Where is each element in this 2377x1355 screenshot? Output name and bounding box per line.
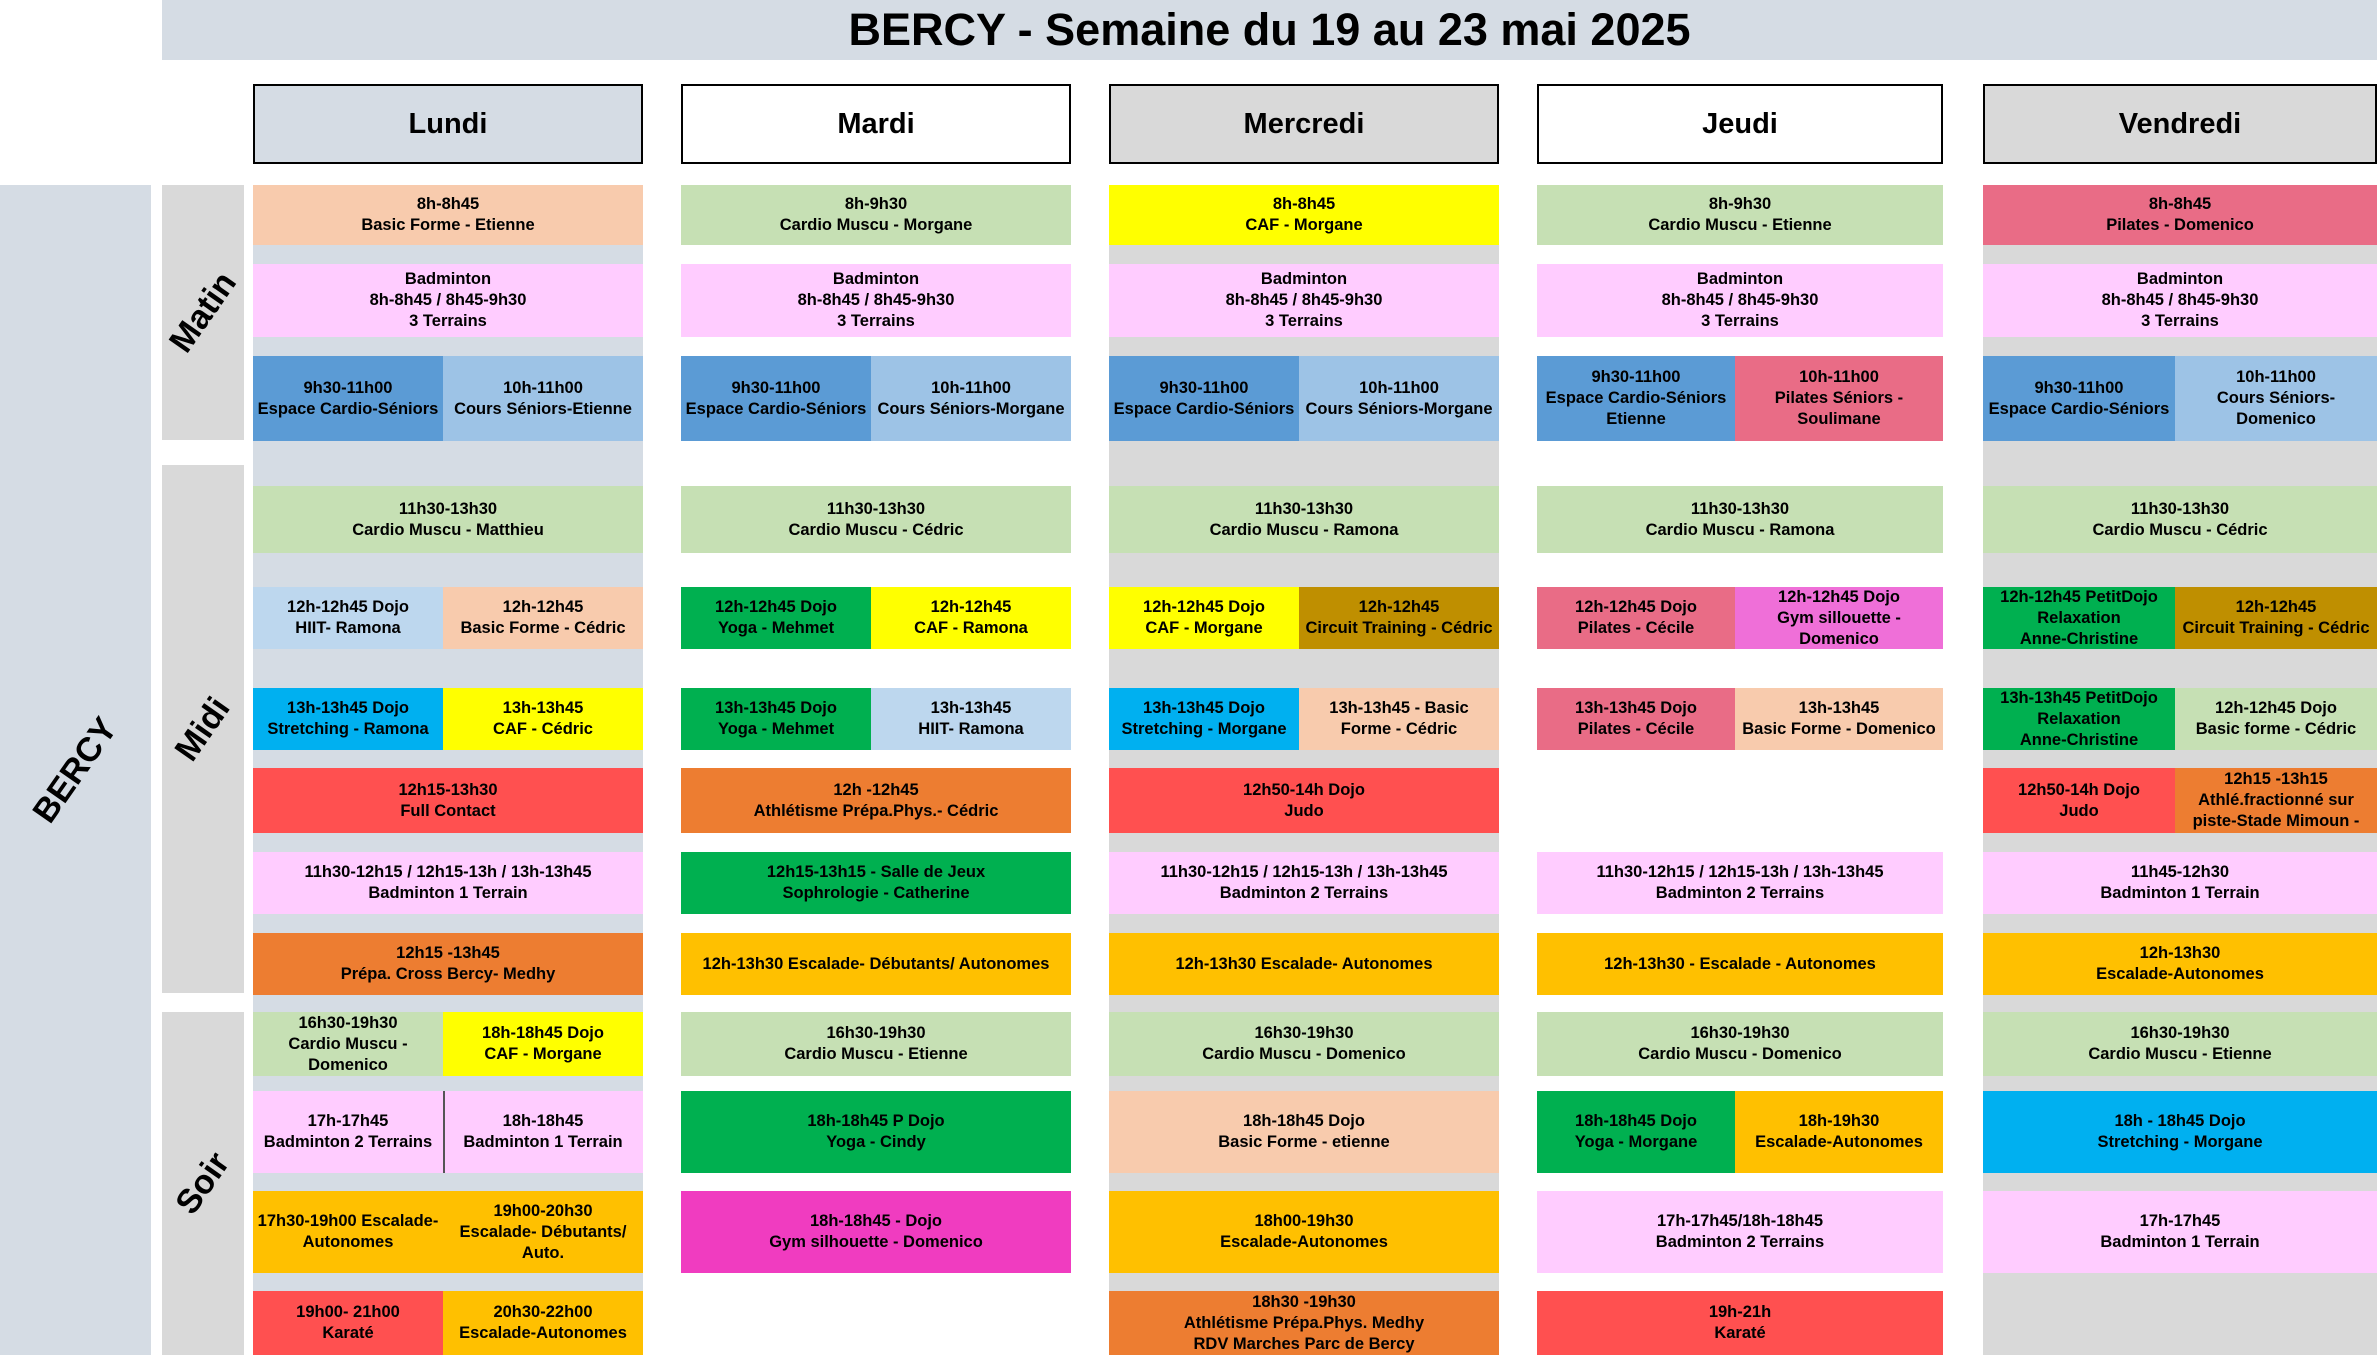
activity-block[interactable] <box>1983 1012 2377 1076</box>
activity-line: 13h-13h45 Dojo <box>1575 699 1697 717</box>
activity-line: Espace Cardio-Séniors <box>1988 399 2170 418</box>
activity-block[interactable] <box>681 933 1071 995</box>
activity-line: 9h30-11h00 <box>1159 378 1249 397</box>
activity-block[interactable] <box>253 1091 443 1173</box>
activity-line: Badminton 1 Terrain <box>368 884 528 902</box>
activity-line: 11h30-13h30 <box>2130 499 2230 518</box>
activity-line: CAF - Morgane <box>1145 619 1263 637</box>
activity-line: 17h-17h45 <box>2139 1212 2221 1230</box>
activity-block[interactable] <box>681 356 871 441</box>
activity-line: 12h-12h45 <box>930 598 1012 616</box>
site-label-text: BERCY <box>25 710 125 830</box>
activity-block[interactable] <box>1983 852 2377 914</box>
activity-line: Athlétisme Prépa.Phys.- Cédric <box>753 801 999 820</box>
activity-line: 12h -12h45 <box>833 780 919 799</box>
activity-line: 12h-12h45 <box>2235 598 2317 616</box>
activity-line: Judo <box>2059 801 2099 820</box>
activity-block[interactable] <box>1537 1291 1943 1355</box>
activity-line: Cours Séniors- <box>2216 389 2336 407</box>
activity-line: 19h00- 21h00 <box>296 1303 400 1321</box>
activity-block[interactable] <box>1109 1091 1499 1173</box>
activity-line: 12h15-13h30 <box>398 780 498 799</box>
activity-block[interactable] <box>1109 1291 1499 1355</box>
activity-block[interactable] <box>1735 587 1943 649</box>
activity-block[interactable] <box>1983 486 2377 553</box>
activity-line: 18h-18h45 P Dojo <box>807 1112 945 1130</box>
activity-line: CAF - Morgane <box>1245 216 1363 234</box>
activity-line: Escalade-Autonomes <box>459 1324 627 1342</box>
activity-line: 10h-11h00 <box>2236 368 2316 386</box>
activity-line: 12h15 -13h15 <box>2224 770 2328 788</box>
activity-line: Domenico <box>1799 629 1879 648</box>
activity-block[interactable] <box>1109 185 1499 245</box>
activity-line: 3 Terrains <box>409 312 487 330</box>
activity-line: Badminton <box>404 270 492 288</box>
activity-block[interactable] <box>871 587 1071 649</box>
activity-line: 12h-13h30 - Escalade - Autonomes <box>1604 954 1876 973</box>
activity-line: 11h30-12h15 / 12h15-13h / 13h-13h45 <box>1160 863 1448 881</box>
activity-line: 3 Terrains <box>1701 312 1779 330</box>
activity-block[interactable] <box>1109 852 1499 914</box>
activity-line: 18h-18h45 - Dojo <box>809 1212 943 1230</box>
activity-line: 12h-13h30 Escalade- Autonomes <box>1175 954 1433 973</box>
activity-line: 13h-13h45 - Basic <box>1329 699 1469 717</box>
activity-line: 3 Terrains <box>1265 312 1343 330</box>
activity-line: HIIT- Ramona <box>295 619 401 637</box>
activity-line: 8h-8h45 / 8h45-9h30 <box>2101 291 2259 309</box>
page-title: BERCY - Semaine du 19 au 23 mai 2025 <box>162 0 2377 60</box>
activity-line: Anne-Christine <box>2019 629 2139 648</box>
activity-line: 12h-12h45 Dojo <box>287 598 409 616</box>
section-matin <box>162 185 244 440</box>
activity-block[interactable] <box>1537 587 1735 649</box>
activity-line: 12h-12h45 Dojo <box>1778 587 1900 606</box>
activity-block[interactable] <box>681 688 871 750</box>
activity-block[interactable] <box>1109 486 1499 553</box>
activity-line: Cardio Muscu - Cédric <box>2092 520 2268 539</box>
activity-line: 18h-18h45 Dojo <box>482 1024 604 1042</box>
activity-line: Badminton 2 Terrains <box>1219 884 1389 902</box>
activity-line: 12h50-14h Dojo <box>1243 780 1365 799</box>
activity-block[interactable] <box>1537 185 1943 245</box>
activity-block[interactable] <box>443 356 643 441</box>
activity-line: 8h-8h45 / 8h45-9h30 <box>1661 291 1819 309</box>
activity-line: 3 Terrains <box>2141 312 2219 330</box>
activity-line: Badminton 1 Terrain <box>2100 884 2260 902</box>
activity-line: Basic Forme - etienne <box>1218 1133 1390 1151</box>
activity-line: 11h30-13h30 <box>398 499 498 518</box>
activity-line: Badminton 1 Terrain <box>2100 1233 2260 1251</box>
activity-line: Pilates - Cécile <box>1577 720 1695 738</box>
activity-line: 18h - 18h45 Dojo <box>2114 1112 2246 1130</box>
activity-block[interactable] <box>1983 933 2377 995</box>
activity-line: 13h-13h45 Dojo <box>715 699 837 717</box>
activity-line: Pilates - Cécile <box>1577 619 1695 637</box>
activity-line: Badminton <box>1696 270 1784 288</box>
activity-block[interactable] <box>1109 933 1499 995</box>
activity-line: Cardio Muscu - Morgane <box>779 216 973 234</box>
activity-line: 11h30-13h30 <box>1690 499 1790 518</box>
activity-block[interactable] <box>1299 587 1499 649</box>
activity-line: Badminton <box>2136 270 2224 288</box>
day-header-lundi: Lundi <box>253 84 643 164</box>
activity-line: Escalade-Autonomes <box>1755 1133 1923 1151</box>
activity-block[interactable] <box>1983 688 2175 750</box>
activity-line: Relaxation <box>2037 608 2121 627</box>
activity-block[interactable] <box>1537 486 1943 553</box>
activity-line: 10h-11h00 <box>931 378 1011 397</box>
activity-line: 18h30 -19h30 <box>1252 1292 1356 1311</box>
activity-line: Relaxation <box>2037 709 2121 728</box>
activity-block[interactable] <box>253 486 643 553</box>
activity-block[interactable] <box>253 1012 443 1076</box>
activity-block[interactable] <box>443 1012 643 1076</box>
day-header-mardi: Mardi <box>681 84 1071 164</box>
activity-line: Circuit Training - Cédric <box>2182 619 2370 637</box>
activity-line: Gym silhouette - Domenico <box>769 1233 983 1251</box>
activity-line: Stretching - Morgane <box>2097 1133 2263 1151</box>
activity-line: Pilates Séniors - <box>1774 389 1904 407</box>
activity-line: 9h30-11h00 <box>1591 368 1681 386</box>
activity-line: Cardio Muscu - <box>288 1034 408 1053</box>
activity-block[interactable] <box>2175 768 2377 833</box>
activity-block[interactable] <box>2175 356 2377 441</box>
day-header-mercredi: Mercredi <box>1109 84 1499 164</box>
activity-line: HIIT- Ramona <box>918 720 1024 738</box>
activity-line: 8h-8h45 / 8h45-9h30 <box>797 291 955 309</box>
activity-line: 12h15-13h15 - Salle de Jeux <box>766 863 986 881</box>
activity-line: Athlétisme Prépa.Phys. Medhy <box>1183 1313 1425 1332</box>
activity-line: Cardio Muscu - Ramona <box>1209 520 1399 539</box>
activity-line: Escalade-Autonomes <box>1220 1233 1388 1251</box>
activity-block[interactable] <box>253 852 643 914</box>
activity-line: 9h30-11h00 <box>731 378 821 397</box>
activity-block[interactable] <box>681 587 871 649</box>
activity-block[interactable] <box>681 264 1071 337</box>
activity-line: CAF - Morgane <box>484 1045 602 1063</box>
activity-line: Yoga - Morgane <box>1574 1133 1698 1151</box>
activity-line: 13h-13h45 <box>502 699 584 717</box>
activity-line: Cardio Muscu - Etienne <box>2088 1045 2272 1063</box>
activity-line: 11h30-12h15 / 12h15-13h / 13h-13h45 <box>1596 863 1884 881</box>
activity-block[interactable] <box>1537 1091 1735 1173</box>
activity-line: Autonomes <box>302 1233 394 1251</box>
activity-block[interactable] <box>2175 688 2377 750</box>
activity-line: 16h30-19h30 <box>1690 1024 1790 1042</box>
activity-block[interactable] <box>1537 1012 1943 1076</box>
activity-line: 19h00-20h30 <box>493 1201 593 1220</box>
activity-block[interactable] <box>253 587 443 649</box>
section-matin-label: Matin <box>161 264 244 360</box>
activity-block[interactable] <box>253 768 643 833</box>
activity-line: Badminton 2 Terrains <box>263 1133 433 1151</box>
activity-line: 9h30-11h00 <box>303 378 393 397</box>
activity-block[interactable] <box>681 768 1071 833</box>
activity-block[interactable] <box>1983 1091 2377 1173</box>
day-header-vendredi: Vendredi <box>1983 84 2377 164</box>
activity-block[interactable] <box>253 933 643 995</box>
activity-line: 10h-11h00 <box>503 378 583 397</box>
activity-block[interactable] <box>681 1191 1071 1273</box>
activity-line: 11h30-13h30 <box>826 499 926 518</box>
activity-line: 13h-13h45 <box>930 699 1012 717</box>
activity-line: 18h-18h45 Dojo <box>1575 1112 1697 1130</box>
activity-line: 16h30-19h30 <box>1254 1024 1354 1042</box>
activity-line: 17h-17h45 <box>307 1112 389 1130</box>
activity-block[interactable] <box>1983 185 2377 245</box>
activity-line: Cours Séniors-Morgane <box>877 399 1065 418</box>
activity-line: 17h-17h45/18h-18h45 <box>1656 1212 1823 1230</box>
activity-line: Badminton <box>832 270 920 288</box>
activity-block[interactable] <box>1299 356 1499 441</box>
activity-line: Espace Cardio-Séniors <box>1545 389 1727 407</box>
activity-block[interactable] <box>681 486 1071 553</box>
activity-line: 3 Terrains <box>837 312 915 330</box>
activity-block[interactable] <box>1109 587 1299 649</box>
activity-line: Karaté <box>1714 1324 1766 1342</box>
activity-line: Escalade-Autonomes <box>2096 965 2264 983</box>
activity-line: 8h-9h30 <box>844 195 908 213</box>
activity-line: 13h-13h45 <box>1798 699 1880 717</box>
activity-line: Cardio Muscu - Domenico <box>1202 1045 1406 1063</box>
activity-block[interactable] <box>1735 688 1943 750</box>
activity-line: Stretching - Ramona <box>267 720 429 738</box>
activity-block[interactable] <box>1109 356 1299 441</box>
activity-block[interactable] <box>443 1091 643 1173</box>
activity-block[interactable] <box>253 356 443 441</box>
activity-line: 11h45-12h30 <box>2130 863 2230 881</box>
activity-block[interactable] <box>871 356 1071 441</box>
activity-line: Full Contact <box>400 801 496 820</box>
activity-line: Yoga - Mehmet <box>717 720 835 738</box>
activity-line: Judo <box>1284 801 1324 820</box>
activity-line: Basic Forme - Cédric <box>460 619 626 637</box>
activity-line: Domenico <box>2236 410 2316 428</box>
activity-block[interactable] <box>443 1191 643 1273</box>
activity-line: Cardio Muscu - Etienne <box>784 1045 968 1063</box>
activity-line: Basic Forme - Domenico <box>1742 720 1936 738</box>
activity-line: 12h-12h45 Dojo <box>715 598 837 616</box>
activity-block[interactable] <box>681 852 1071 914</box>
activity-line: Badminton 1 Terrain <box>463 1133 623 1151</box>
activity-line: 12h-12h45 <box>1358 598 1440 616</box>
activity-block[interactable] <box>443 1291 643 1355</box>
activity-line: 12h-13h30 <box>2139 944 2221 962</box>
activity-block[interactable] <box>1983 587 2175 649</box>
cell-divider <box>443 1091 445 1173</box>
activity-block[interactable] <box>1537 264 1943 337</box>
activity-block[interactable] <box>443 587 643 649</box>
activity-block[interactable] <box>1299 688 1499 750</box>
activity-line: 12h-12h45 Dojo <box>1575 598 1697 616</box>
activity-block[interactable] <box>1537 688 1735 750</box>
activity-line: Gym sillouette - <box>1777 608 1901 627</box>
site-label <box>0 185 151 1355</box>
activity-line: 11h30-13h30 <box>1254 499 1354 518</box>
activity-line: 8h-8h45 / 8h45-9h30 <box>1225 291 1383 309</box>
activity-block[interactable] <box>1983 356 2175 441</box>
activity-line: Espace Cardio-Séniors <box>1113 399 1295 418</box>
activity-line: 10h-11h00 <box>1359 378 1439 397</box>
activity-line: Cardio Muscu - Matthieu <box>352 520 544 539</box>
activity-line: Auto. <box>521 1243 565 1262</box>
activity-line: Circuit Training - Cédric <box>1305 619 1493 637</box>
activity-line: Cardio Muscu - Domenico <box>1638 1045 1842 1063</box>
activity-block[interactable] <box>871 688 1071 750</box>
activity-line: Badminton 2 Terrains <box>1655 884 1825 902</box>
activity-block[interactable] <box>253 1291 443 1355</box>
activity-line: 18h-19h30 <box>1798 1112 1880 1130</box>
activity-line: 12h-12h45 Dojo <box>1143 598 1265 616</box>
activity-line: Yoga - Cindy <box>826 1133 926 1151</box>
activity-line: 12h-12h45 PetitDojo <box>2000 587 2158 606</box>
activity-line: Cours Séniors-Morgane <box>1305 399 1493 418</box>
activity-line: Cardio Muscu - Cédric <box>788 520 964 539</box>
activity-line: Sophrologie - Catherine <box>782 884 970 902</box>
activity-block[interactable] <box>1109 768 1499 833</box>
activity-block[interactable] <box>443 688 643 750</box>
activity-line: 12h15 -13h45 <box>396 944 500 962</box>
activity-line: 20h30-22h00 <box>493 1303 593 1321</box>
activity-line: 8h-9h30 <box>1708 195 1772 213</box>
activity-block[interactable] <box>1109 1191 1499 1273</box>
activity-line: Karaté <box>322 1324 374 1342</box>
activity-line: Basic forme - Cédric <box>2195 720 2357 738</box>
activity-line: Basic Forme - Etienne <box>361 216 535 234</box>
activity-line: Yoga - Mehmet <box>717 619 835 637</box>
activity-line: 13h-13h45 Dojo <box>287 699 409 717</box>
activity-block[interactable] <box>253 1191 443 1273</box>
activity-line: 8h-8h45 / 8h45-9h30 <box>369 291 527 309</box>
section-soir-label: Soir <box>168 1145 238 1222</box>
activity-line: Prépa. Cross Bercy- Medhy <box>340 965 556 983</box>
activity-line: 17h30-19h00 Escalade- <box>257 1212 439 1230</box>
activity-line: 18h00-19h30 <box>1254 1212 1354 1230</box>
activity-line: 8h-8h45 <box>2148 195 2212 213</box>
activity-block[interactable] <box>1109 264 1499 337</box>
activity-block[interactable] <box>1109 1012 1499 1076</box>
activity-line: 12h-12h45 Dojo <box>2215 699 2337 717</box>
activity-line: 8h-8h45 <box>1272 195 1336 213</box>
activity-block[interactable] <box>1983 768 2175 833</box>
activity-block[interactable] <box>681 1091 1071 1173</box>
activity-line: 8h-8h45 <box>416 195 480 213</box>
activity-line: Cours Séniors-Etienne <box>454 399 632 418</box>
activity-line: Badminton 2 Terrains <box>1655 1233 1825 1251</box>
activity-line: Anne-Christine <box>2019 730 2139 749</box>
activity-line: 16h30-19h30 <box>298 1013 398 1032</box>
activity-line: 18h-18h45 <box>502 1112 584 1130</box>
activity-line: Cardio Muscu - Ramona <box>1645 520 1835 539</box>
activity-line: 13h-13h45 PetitDojo <box>2000 688 2158 707</box>
activity-line: 11h30-12h15 / 12h15-13h / 13h-13h45 <box>304 863 592 881</box>
activity-line: Etienne <box>1606 410 1666 428</box>
section-midi <box>162 465 244 993</box>
activity-line: CAF - Ramona <box>914 619 1028 637</box>
activity-block[interactable] <box>681 1012 1071 1076</box>
activity-block[interactable] <box>1735 356 1943 441</box>
activity-line: 12h-13h30 Escalade- Débutants/ Autonomes <box>702 954 1050 973</box>
activity-line: 18h-18h45 Dojo <box>1243 1112 1365 1130</box>
activity-line: 16h30-19h30 <box>2130 1024 2230 1042</box>
activity-line: 12h50-14h Dojo <box>2018 780 2140 799</box>
activity-line: Espace Cardio-Séniors <box>685 399 867 418</box>
activity-line: Domenico <box>308 1055 388 1074</box>
day-header-jeudi: Jeudi <box>1537 84 1943 164</box>
activity-line: 19h-21h <box>1708 1303 1772 1321</box>
section-soir <box>162 1012 244 1355</box>
activity-block[interactable] <box>1537 933 1943 995</box>
activity-block[interactable] <box>2175 587 2377 649</box>
activity-block[interactable] <box>1109 688 1299 750</box>
activity-block[interactable] <box>253 264 643 337</box>
activity-line: Cardio Muscu - Etienne <box>1648 216 1832 234</box>
activity-block[interactable] <box>253 688 443 750</box>
activity-line: Forme - Cédric <box>1340 720 1458 738</box>
activity-block[interactable] <box>253 185 643 245</box>
activity-line: piste-Stade Mimoun - <box>2192 812 2360 830</box>
activity-line: 10h-11h00 <box>1799 368 1879 386</box>
activity-block[interactable] <box>1983 1191 2377 1273</box>
activity-block[interactable] <box>1983 264 2377 337</box>
activity-block[interactable] <box>681 185 1071 245</box>
activity-line: Escalade- Débutants/ <box>459 1222 627 1241</box>
activity-line: Badminton <box>1260 270 1348 288</box>
activity-line: CAF - Cédric <box>493 720 593 738</box>
activity-line: 12h-12h45 <box>502 598 584 616</box>
activity-line: Pilates - Domenico <box>2106 216 2254 234</box>
activity-block[interactable] <box>1537 852 1943 914</box>
activity-line: RDV Marches Parc de Bercy <box>1193 1334 1415 1353</box>
activity-block[interactable] <box>1537 356 1735 441</box>
activity-block[interactable] <box>1537 1191 1943 1273</box>
activity-line: Stretching - Morgane <box>1121 720 1287 738</box>
activity-line: 13h-13h45 Dojo <box>1143 699 1265 717</box>
activity-line: Athlé.fractionné sur <box>2198 791 2354 809</box>
activity-block[interactable] <box>1735 1091 1943 1173</box>
activity-line: Espace Cardio-Séniors <box>257 399 439 418</box>
section-midi-label: Midi <box>167 689 238 768</box>
activity-line: 16h30-19h30 <box>826 1024 926 1042</box>
activity-line: 9h30-11h00 <box>2034 378 2124 397</box>
activity-line: Soulimane <box>1797 410 1881 428</box>
